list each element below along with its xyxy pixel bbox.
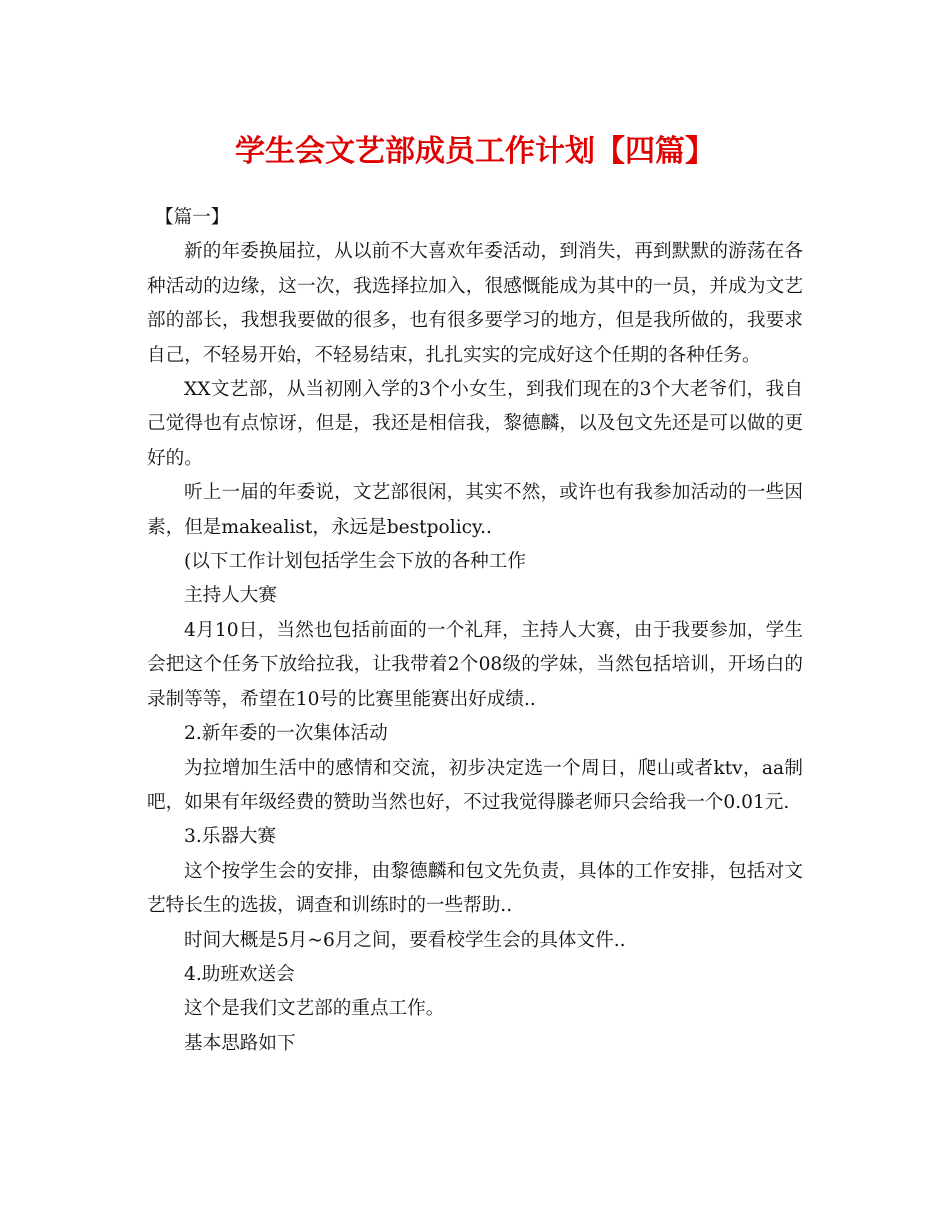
document-body (147, 201, 803, 1061)
paragraph-previous-committee: 听上一届的年委说，文艺部很闲，其实不然，或许也有我参加活动的一些因素，但是makealist，永远是bestpolicy.. (147, 482, 803, 538)
section-label: 【篇一】 (155, 207, 230, 228)
paragraph-intro: 新的年委换届拉，从以前不大喜欢年委活动，到消失，再到默默的游荡在各种活动的边缘，这一次，我选择拉加入，很感慨能成为其中的一员，并成为文艺部的部长，我想我要做的很多，也有很多要学习的地方，但是我所做的，我要求自己，不轻易开始，不轻易结束，扎扎实实的完成好这个任期的各种任务。 (147, 241, 803, 366)
item-heading-host-contest: 主持人大赛 (184, 585, 277, 607)
paragraph-host-contest: 4月10日，当然也包括前面的一个礼拜，主持人大赛，由于我要参加，学生会把这个任务下放给拉我，让我带着2个08级的学妹，当然包括培训，开场白的录制等等，希望在10号的比赛里能赛出好成绩.. (147, 619, 803, 710)
paragraph-group-activity: 为拉增加生活中的感情和交流，初步决定选一个周日，爬山或者ktv，aa制吧，如果有年级经费的赞助当然也好，不过我觉得滕老师只会给我一个0.01元. (147, 757, 803, 813)
item-heading-farewell-party: 4.助班欢送会 (184, 963, 295, 985)
paragraph-instrument-contest: 这个按学生会的安排，由黎德麟和包文先负责，具体的工作安排，包括对文艺特长生的选拔，调查和训练时的一些帮助.. (147, 860, 803, 917)
paragraph-instrument-timing: 时间大概是5月~6月之间，要看校学生会的具体文件.. (184, 929, 626, 951)
paragraph-basic-ideas: 基本思路如下 (184, 1032, 296, 1054)
item-heading-group-activity: 2.新年委的一次集体活动 (184, 723, 388, 745)
document-title: 学生会文艺部成员工作计划【四篇】 (235, 134, 715, 169)
item-heading-instrument-contest: 3.乐器大赛 (184, 826, 277, 848)
paragraph-plan-note: (以下工作计划包括学生会下放的各种工作 (184, 551, 526, 573)
paragraph-department: XX文艺部，从当初刚入学的3个小女生，到我们现在的3个大老爷们，我自己觉得也有点惊讶，但是，我还是相信我，黎德麟，以及包文先还是可以做的更好的。 (147, 379, 803, 469)
paragraph-farewell-focus: 这个是我们文艺部的重点工作。 (184, 998, 445, 1020)
